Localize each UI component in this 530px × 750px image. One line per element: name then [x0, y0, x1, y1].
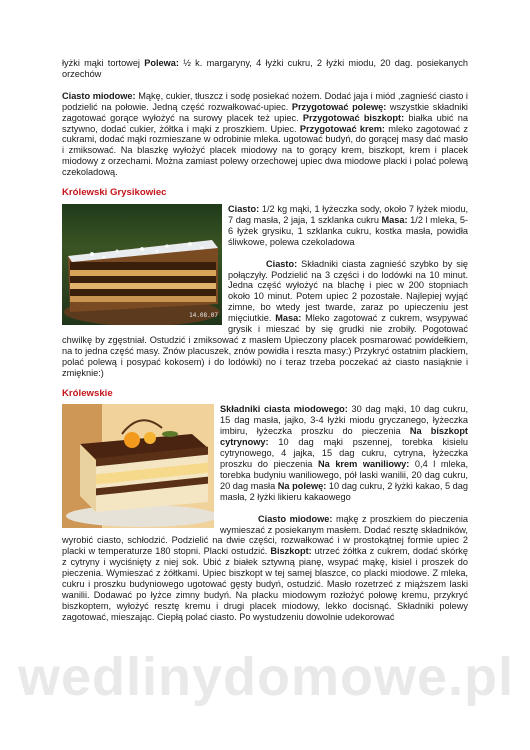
cream-text: mleko zagotować z cukrami, dodać mąki rozmieszane w odrobinie mleka. ugotować budyń, do gorącej masy dać masło i zmiksować. Na blaszkę wyłożyć placek miodowy na to gorący krem, biszkopt, krem i placek miodowy z orzechami. Można zamiast polewy orzechowej upiec dwa miodowe placki i polać polewą czekoladową.	[62, 123, 469, 178]
photo-date-stamp: 14.08.07	[189, 312, 218, 320]
honey-dough-method-text: mąkę z proszkiem do pieczenia wymieszać z posiekanym masłem. Dodać resztę składników, wyrobić ciasto, schłodzić. Podzielić na dwie części, rozwałkować i w prostokątnej formie upiec 2 placki w temperaturze 180 stopni. Placki ostudzić.	[62, 513, 468, 557]
honey-dough-label: Ciasto miodowe:	[62, 90, 136, 101]
honey-dough-paragraph	[62, 91, 468, 178]
sponge-method-text: utrzeć żółtka z cukrem, dodać skórkę z cytryny i wyciśnięty z niej sok. Ubić z białek sztywną pianę, wsypać mąkę, kisiel i proszek do pieczenia. Wymieszać z żółtkami. Upiec biszkopt w tej samej blaszce, co placki miodowe. Z mleka, cukru i proszku budyniowego ugotować gęsty budyń, ostudzić. Masło rozetrzeć z miąższem laski wanilii. Dodawać po łyżce zimny budyń. Na placku miodowym rozłożyć połowę kremu, przykryć biszkoptem, wyłożyć resztę kremu i drugi placek miodowy, lekko docisnąć. Składniki polewy zagotować, mieszając. Ciepłą polać ciasto. Po wystudzeniu dowolnie udekorować	[62, 546, 468, 622]
vanilla-cream-text: 0,4 l mleka, torebka budyniu waniliowego, pół laski wanilii, 20 dag cukru, 20 dag masła	[220, 459, 468, 491]
honey-dough-ingredients-label: Składniki ciasta miodowego:	[220, 404, 348, 415]
honey-dough-method-label: Ciasto miodowe:	[258, 513, 333, 524]
ingredients-label: Ciasto:	[228, 203, 260, 214]
glaze-label: Przygotować polewę:	[291, 101, 387, 112]
sponge-text: białka ubić na sztywno, dodać cukier, żółtka i mąki z proszkiem. Upiec.	[62, 112, 468, 134]
honey-dough-ingredients-text: 30 dag mąki, 10 dag cukru, 15 dag masła, jajko, 3-4 łyżki miodu gryczanego, łyżeczka imbiru, łyżeczka proszku do pieczenia	[220, 404, 469, 437]
lemon-sponge-label: Na biszkopt cytrynowy:	[220, 426, 468, 448]
document-page	[62, 58, 468, 623]
masa-label: Masa:	[381, 214, 408, 225]
recipe-title-grysikowiec: Królewski Grysikowiec	[62, 187, 167, 199]
glaze-ingredients-label: Na polewę:	[277, 480, 327, 491]
intro-text: łyżki mąki tortowej	[62, 58, 145, 68]
glaze-text: wszystkie składniki zagotować gorące wyłożyć na surowy placek też upiec.	[62, 101, 468, 123]
intro-paragraph	[62, 58, 468, 80]
glaze-ingredients-text: 10 dag cukru, 2 łyżki kakao, 5 dag masła, 2 łyżki likieru kakaowego	[220, 480, 469, 502]
site-watermark: wedlinydomowe.pl	[18, 647, 515, 707]
sponge-method-label: Biszkopt:	[270, 546, 312, 557]
method-label: Ciasto:	[266, 258, 298, 269]
masa-method-label: Masa:	[275, 313, 302, 324]
sponge-label: Przygotować biszkopt:	[302, 112, 405, 123]
cream-label: Przygotować krem:	[299, 123, 385, 134]
polewa-label: Polewa:	[144, 58, 179, 68]
method-text: Składniki ciasta zagnieść szybko by się połączyły. Podzielić na 3 części i do lodówki na 10 minut. Jedna część wyłożyć na blachę i piec w 200 stopniach około 10 minut. Potem upiec 2 pozostałe. Najlepiej wyjąć zimne, bo wtedy jest twarde, zaraz po upieczeniu jest mięciutkie.	[228, 258, 468, 324]
ingredients-text: 1/2 kg mąki, 1 łyżeczka sody, około 7 łyżek miodu, 7 dag masła, 2 jaja, 1 szklanka cukru	[228, 203, 468, 225]
masa-method-text: Mleko zagotować z cukrem, wsypywać grysik i mieszać by się grudki nie zrobiły. Pogotować chwilkę by zgęstniał. Ostudzić i zmiksować z masłem Upieczony placek posmarować powidełkiem, na to jedna część masy. Znów placuszek, znów powidła i reszta masy:) Przykryć ostatnim plackiem, polać polewą i posypać kokosem) i do lodówki) no i teraz trzeba poczekać aż ciasto nasiąknie i zmięknie:)	[62, 313, 468, 378]
recipe-title-krolewskie: Królewskie	[62, 387, 113, 399]
masa-text: 1/2 l mleka, 5-6 łyżek grysiku, 1 szklanka cukru, kostka masła, powidła śliwkowe, polewa czekoladowa	[228, 214, 468, 247]
vanilla-cream-label: Na krem waniliowy:	[317, 459, 410, 469]
krolewskie-method	[62, 514, 468, 623]
cake-photo-krolewskie	[62, 404, 214, 528]
intro-text-2: ½ k. margaryny, 4 łyżki cukru, 2 łyżki miodu, 20 dag. posiekanych orzechów	[62, 58, 468, 79]
honey-dough-text: Mąkę, cukier, tłuszcz i sodę posiekać nożem. Dodać jaja i miód ,zagnieść ciasto i podzielić na połowie. Jedną część rozwałkować-upiec.	[62, 90, 468, 112]
cake-photo-grysikowiec	[62, 204, 222, 325]
lemon-sponge-text: 10 dag mąki pszennej, torebka kisielu cytrynowego, 4 jajka, 15 dag cukru, cytryna, łyżeczka proszku do pieczenia	[220, 437, 468, 469]
